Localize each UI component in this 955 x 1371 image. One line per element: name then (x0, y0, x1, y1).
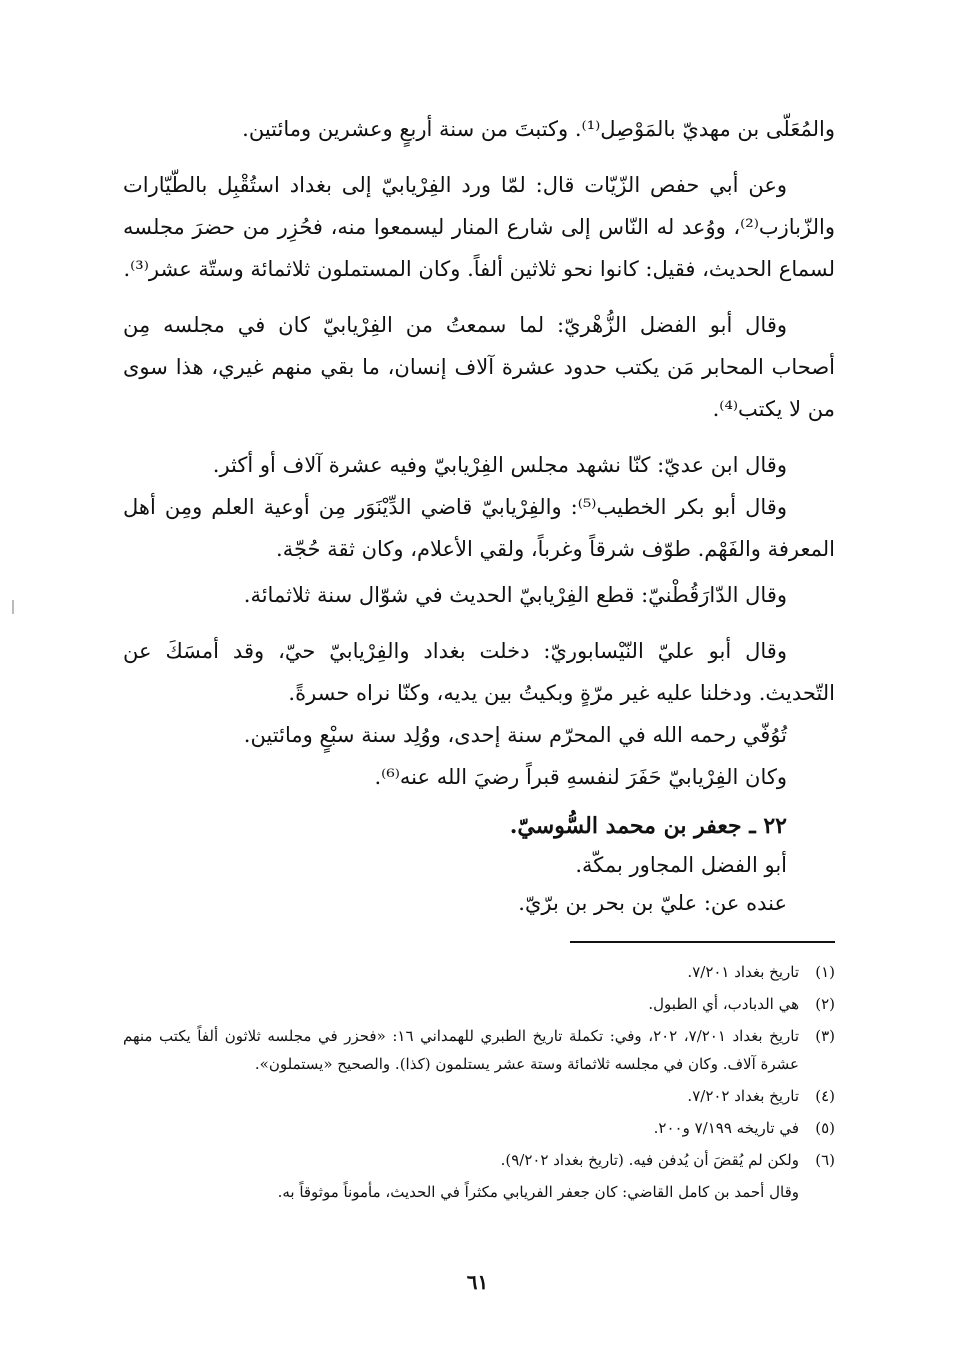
footnote-5 (123, 1114, 835, 1142)
paragraph-2: وعن أبي حفص الزّيّات قال: لمّا ورد الفِرْيابيّ إلى بغداد استُقْبِل بالطّيّارات والزّبازب⁽²⁾، ووُعد له النّاس إلى شارع المنار ليسمعوا منه، فحُزِر من حضرَ مجلسه لسماع الحديث، فقيل: كانوا نحو ثلاثين ألفاً. وكان المستملون ثلاثمائة وستّة عشر⁽³⁾. (123, 173, 835, 281)
footnote-number: (٢) (815, 995, 835, 1013)
paragraph-3: وقال أبو الفضل الزُّهْريّ: لما سمعتُ من الفِرْيابيّ كان في مجلسه مِن أصحاب المحابر مَن يكتب حدود عشرة آلاف إنسان، ما بقي منهم غيري، هذا سوى من لا يكتب⁽⁴⁾. (123, 313, 835, 421)
entry-line-2: عنده عن: عليّ بن بحر بن برّيّ. (518, 891, 787, 915)
footnote-number: (٦) (815, 1151, 835, 1169)
footnote-separator (570, 941, 835, 943)
footnote-number: (٤) (815, 1087, 835, 1105)
page-number: ٦١ (466, 1270, 489, 1294)
biography-entry (123, 806, 835, 922)
footnote-6-continuation: وقال أحمد بن كامل القاضي: كان جعفر الفريابي مكثراً في الحديث، مأموناً موثوقاً به. (277, 1183, 799, 1201)
footnote-2 (123, 990, 835, 1018)
paragraph-8-line-1: تُوُفّي رحمه الله في المحرّم سنة إحدى، ووُلِد سنة سبْعٍ ومائتين. (243, 723, 787, 747)
entry-heading: ٢٢ ـ جعفر بن محمد السُّوسيّ. (509, 813, 787, 839)
footnote-number: (١) (815, 963, 835, 981)
footnotes (123, 958, 835, 1206)
footnote-text: تاريخ بغداد ٧/٢٠١. (687, 963, 799, 981)
footnote-text: تاريخ بغداد ٧/٢٠١، ٢٠٢، وفي: تكملة تاريخ الطبري للهمداني ١٦: «فحزر في مجلسه ثلاثون ألفاً يكتب منهم عشرة آلاف. وكان في مجلسه ثلاثمائة وستة عشر يستلمون (كذا). والصحيح «يستملون». (123, 1027, 800, 1073)
paragraph-7: وقال أبو عليّ النّيْسابوريّ: دخلت بغداد والفِرْيابيّ حيّ، وقد أمسَكَ عن التّحديث. ودخلنا عليه غير مرّةٍ وبكيتُ بين يديه، وكنّا نراه حسرةً. (123, 639, 835, 705)
paragraph-8 (123, 714, 835, 798)
paragraph-4: وقال ابن عديّ: كنّا نشهد مجلس الفِرْيابيّ وفيه عشرة آلاف أو أكثر. (212, 453, 787, 477)
footnote-3 (123, 1022, 835, 1078)
paragraph-8-line-2: وكان الفِرْيابيّ حَفَرَ لنفسهِ قبراً رضيَ الله عنه⁽⁶⁾. (374, 765, 787, 789)
footnote-number: (٥) (815, 1119, 835, 1137)
footnote-number: (٣) (815, 1027, 835, 1045)
footnote-text: في تاريخه ٧/١٩٩ و٢٠٠. (653, 1119, 799, 1137)
footnote-1 (123, 958, 835, 986)
entry-line-1: أبو الفضل المجاور بمكّة. (575, 853, 787, 877)
footnote-text: هي الدبادب، أي الطبول. (648, 995, 799, 1013)
paragraph-5: وقال أبو بكر الخطيب⁽⁵⁾: والفِرْيابيّ قاضي الدِّيْنَوَر مِن أوعية العلم ومِن أهل المعرفة والفَهْم. طوّف شرقاً وغرباً، ولقي الأعلام، وكان ثقة حُجّة. (123, 495, 835, 561)
footnote-4 (123, 1082, 835, 1110)
footnote-6 (123, 1146, 835, 1174)
main-text (123, 108, 835, 922)
paragraph-1: والمُعَلّى بن مهديّ بالمَوْصِل⁽¹⁾. وكتبتَ من سنة أربعٍ وعشرين ومائتين. (242, 117, 835, 141)
footnote-text: تاريخ بغداد ٧/٢٠٢. (687, 1087, 799, 1105)
footnote-text: ولكن لم يُقضَ أن يُدفن فيه. (تاريخ بغداد ٩/٢٠٢). (500, 1151, 799, 1169)
margin-mark (12, 600, 14, 614)
paragraph-6: وقال الدّارَقُطْنيّ: قطع الفِرْيابيّ الحديث في شوّال سنة ثلاثمائة. (243, 583, 787, 607)
